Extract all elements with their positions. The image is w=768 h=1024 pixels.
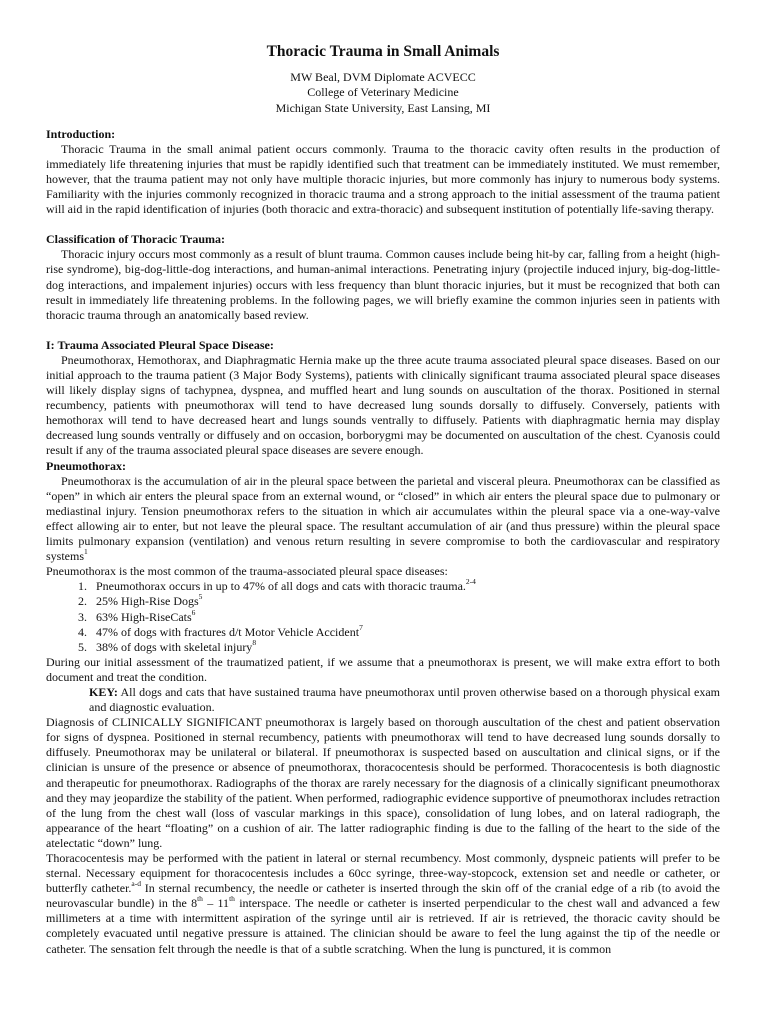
key-label: KEY: bbox=[89, 684, 118, 699]
list-item: 5. 38% of dogs with skeletal injury$^8$ bbox=[90, 640, 720, 655]
pneumothorax-paragraph-5: Thoracocentesis may be performed with the patient in lateral or sternal recumbency. Most commonly, dyspneic patients will prefer to be sternal. Necessary equipment for thoracocentesis includes a 60cc syringe, three-way-stopcock, extension set and needle or catheter, or butterfly catheter.$^{a-d}$ In sternal recumbency, the needle or catheter is inserted through the skin off of the cranial edge of a rib (to avoid the neurovascular bundle) in the 8th – 11th interspace. The needle or catheter is inserted perpendicular to the chest wall and advanced a few millimeters at a time with intermittent aspiration of the syringe until air is retrieved. If air is retrieved, the thoracic cavity should be completely evacuated until negative pressure is attained. The clinician should be aware to feel the lung against the tip of the needle or catheter. The sensation felt through the needle is that of a subtle scratching. When the lung is punctured, it is common bbox=[46, 851, 720, 956]
pneumothorax-paragraph-1: Pneumothorax is the accumulation of air in the pleural space between the parietal and visceral pleura. Pneumothorax can be classified as “open” in which air enters the pleural space from an external wound, or “closed” in which air enters the pleural space due to pulmonary or mediastinal injury. Tension pneumothorax refers to the situation in which air accumulates within the pleural space via a one-way-valve effect allowing air to enter, but not leave the pleural space. The resultant accumulation of air (and thus pressure) within the pleural space limits pulmonary expansion (ventilation) and venous return resulting in severe compromise to both the cardiovascular and respiratory systems$^1$ bbox=[46, 473, 720, 564]
pneumothorax-paragraph-3: During our initial assessment of the traumatized patient, if we assume that a pneumothorax is present, we will make extra effort to both document and treat the condition. bbox=[46, 654, 720, 684]
intro-heading: Introduction: bbox=[46, 126, 116, 141]
pleural-paragraph: Pneumothorax, Hemothorax, and Diaphragmatic Hernia make up the three acute trauma associated pleural space diseases. Based on our initial approach to the trauma patient (3 Major Body Systems), patients with clinically significant trauma associated pleural space diseases will likely display signs of tachypnea, dyspnea, and muffled heart and lung sounds on auscultation of the thorax. Positioned in sternal recumbency, patients with pneumothorax will tend to have decreased lung sounds dorsally to diffusely. Conversely, patients with hemothorax will tend to have decreased heart and lungs sounds ventrally to diffusely. Patients with diaphragmatic hernia may display decreased lung sounds ventrally or diffusely and on occasion, borborygmi may be documented on auscultation of the chest. Cyanosis could result if any of the trauma associated pleural space diseases are severe enough. bbox=[46, 352, 720, 458]
pneumothorax-paragraph-4: Diagnosis of CLINICALLY SIGNIFICANT pneumothorax is largely based on thorough auscultation of the chest and patient observation for signs of dyspnea. Positioned in sternal recumbency, patients with pneumothorax will tend to have decreased lung sounds dorsally to diffusely. Pneumothorax may be unilateral or bilateral. If pneumothorax is suspected based on auscultation and clinical signs, or if the clinician is unsure of the presence or absence of pneumothorax, thoracocentesis should be performed. Thoracocentesis is both diagnostic and therapeutic for pneumothorax. Radiographs of the thorax are rarely necessary for the diagnosis of a clinically significant pneumothorax and they may jeopardize the stability of the patient. When performed, radiographic evidence supportive of pneumothorax includes retraction of the lung from the chest wall (loss of vascular markings in this space), consolidation of lung lobes, and on lateral radiograph, the appearance of the heart “floating” on a cushion of air. The latter radiographic finding is due to the falling of the heart to the side of the atelectatic “down” lung. bbox=[46, 715, 720, 850]
pneumothorax-heading: Pneumothorax: bbox=[46, 458, 126, 473]
author-college: College of Veterinary Medicine bbox=[307, 85, 459, 100]
pneumothorax-stats-list bbox=[46, 579, 720, 654]
classification-heading: Classification of Thoracic Trauma: bbox=[46, 232, 225, 247]
author-block bbox=[46, 70, 720, 116]
document-title: Thoracic Trauma in Small Animals bbox=[266, 43, 500, 60]
list-item: 2. 25% High-Rise Dogs$^5$ bbox=[90, 594, 720, 609]
list-item: 4. 47% of dogs with fractures d/t Motor Vehicle Accident$^7$ bbox=[90, 625, 720, 640]
pneumothorax-paragraph-2: Pneumothorax is the most common of the trauma-associated pleural space diseases: bbox=[46, 564, 448, 579]
author-name: MW Beal, DVM Diplomate ACVECC bbox=[290, 70, 476, 85]
intro-paragraph: Thoracic Trauma in the small animal patient occurs commonly. Trauma to the thoracic cavity often results in the production of immediately life threatening injuries that must be rapidly identified such that treatment can be immediately instituted. We must remember, however, that the trauma patient may not only have multiple thoracic injuries, but more commonly has injury to numerous body systems. Familiarity with the injuries commonly recognized in thoracic trauma and a strong approach to the initial assessment of the trauma patient will aid in the rapid identification of injuries (both thoracic and extra-thoracic) and subsequent institution of potentially life-saving therapy. bbox=[46, 141, 720, 217]
pleural-heading: I: Trauma Associated Pleural Space Disease: bbox=[46, 337, 274, 352]
author-university: Michigan State University, East Lansing, MI bbox=[275, 100, 491, 115]
list-item: 1. Pneumothorax occurs in up to 47% of all dogs and cats with thoracic trauma.$^{2-4}$ bbox=[90, 579, 720, 594]
list-item: 3. 63% High-RiseCats$^6$ bbox=[90, 610, 720, 625]
classification-paragraph: Thoracic injury occurs most commonly as a result of blunt trauma. Common causes include being hit-by car, falling from a height (high-rise syndrome), big-dog-little-dog interactions, and human-animal interactions. Penetrating injury (projectile induced injury, big-dog-little-dog interactions, and impalement injuries) occurs with less frequency than blunt thoracic injuries, but it must be recognized that both can result in immediately life threatening problems. In the following pages, we will briefly examine the common injuries seen in patients with thoracic trauma through an anatomically based review. bbox=[46, 247, 720, 322]
key-note: KEY: All dogs and cats that have sustained trauma have pneumothorax until proven otherwise based on a thorough physical exam and diagnostic evaluation. bbox=[89, 684, 720, 715]
